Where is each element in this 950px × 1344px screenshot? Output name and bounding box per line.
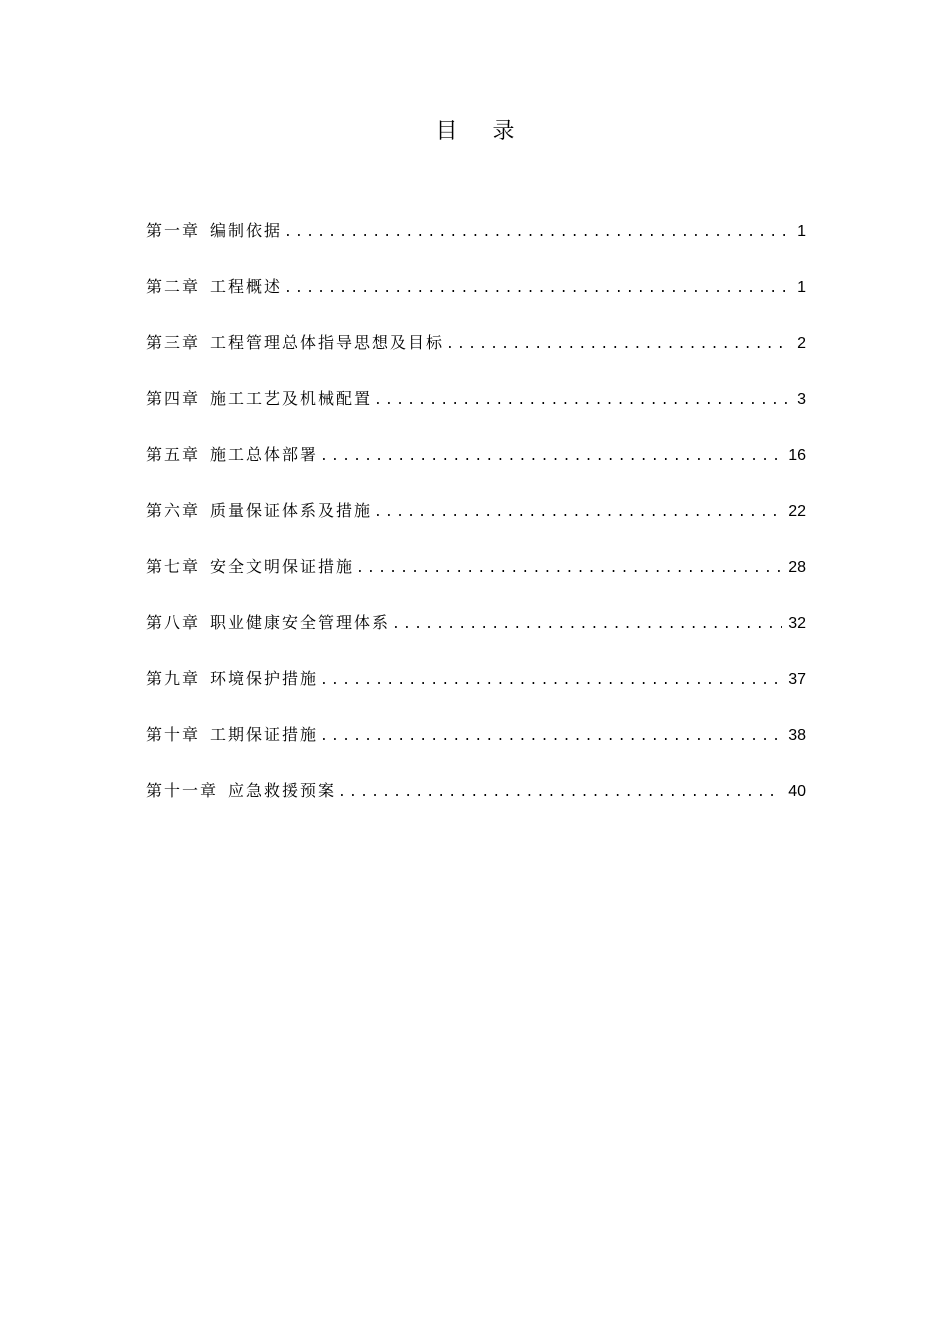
toc-leader-dots bbox=[392, 597, 782, 653]
toc-entry[interactable] bbox=[146, 707, 806, 763]
toc-chapter-number: 第十章 bbox=[146, 725, 201, 744]
toc-chapter-number: 第九章 bbox=[146, 669, 201, 688]
toc-chapter-number: 第十一章 bbox=[146, 781, 219, 800]
toc-chapter-title: 施工工艺及机械配置 bbox=[210, 389, 373, 408]
toc-leader-dots bbox=[320, 709, 782, 765]
toc-page-number: 38 bbox=[788, 727, 806, 744]
toc-chapter-number: 第二章 bbox=[146, 277, 201, 296]
toc-leader-dots bbox=[338, 765, 782, 821]
toc-page-number: 40 bbox=[788, 783, 806, 800]
toc-leader-dots bbox=[284, 205, 791, 261]
toc-entry[interactable] bbox=[146, 651, 806, 707]
toc-entry[interactable] bbox=[146, 483, 806, 539]
toc-leader-dots bbox=[320, 429, 782, 485]
toc-chapter-title: 施工总体部署 bbox=[210, 445, 319, 464]
toc-page-number: 1 bbox=[797, 223, 806, 240]
toc-entry[interactable] bbox=[146, 539, 806, 595]
toc-leader-dots bbox=[284, 261, 791, 317]
toc-entry[interactable] bbox=[146, 259, 806, 315]
toc-chapter-title: 安全文明保证措施 bbox=[210, 557, 355, 576]
toc-page-number: 32 bbox=[788, 615, 806, 632]
toc-leader-dots bbox=[446, 317, 791, 373]
toc-page-number: 2 bbox=[797, 335, 806, 352]
toc-leader-dots bbox=[374, 485, 782, 541]
toc-chapter-title: 应急救援预案 bbox=[228, 781, 337, 800]
toc-chapter-title: 职业健康安全管理体系 bbox=[210, 613, 391, 632]
toc-page-number: 16 bbox=[788, 447, 806, 464]
toc-entry[interactable] bbox=[146, 763, 806, 819]
toc-chapter-title: 工程管理总体指导思想及目标 bbox=[210, 333, 445, 352]
toc-leader-dots bbox=[374, 373, 791, 429]
toc-page-number: 1 bbox=[797, 279, 806, 296]
toc-leader-dots bbox=[356, 541, 782, 597]
toc-chapter-number: 第七章 bbox=[146, 557, 201, 576]
toc-entry[interactable] bbox=[146, 315, 806, 371]
toc-chapter-number: 第八章 bbox=[146, 613, 201, 632]
toc-entry[interactable] bbox=[146, 371, 806, 427]
toc-entry[interactable] bbox=[146, 203, 806, 259]
toc-list bbox=[146, 203, 806, 819]
toc-chapter-number: 第六章 bbox=[146, 501, 201, 520]
toc-page-number: 37 bbox=[788, 671, 806, 688]
toc-chapter-number: 第四章 bbox=[146, 389, 201, 408]
toc-chapter-number: 第三章 bbox=[146, 333, 201, 352]
toc-page-number: 3 bbox=[797, 391, 806, 408]
toc-page-number: 22 bbox=[788, 503, 806, 520]
toc-title: 目 录 bbox=[435, 119, 529, 144]
toc-entry[interactable] bbox=[146, 427, 806, 483]
toc-chapter-title: 编制依据 bbox=[210, 221, 283, 240]
toc-chapter-title: 工程概述 bbox=[210, 277, 283, 296]
toc-entry[interactable] bbox=[146, 595, 806, 651]
toc-page-number: 28 bbox=[788, 559, 806, 576]
toc-chapter-title: 环境保护措施 bbox=[210, 669, 319, 688]
toc-chapter-title: 质量保证体系及措施 bbox=[210, 501, 373, 520]
toc-chapter-number: 第五章 bbox=[146, 445, 201, 464]
toc-chapter-number: 第一章 bbox=[146, 221, 201, 240]
toc-chapter-title: 工期保证措施 bbox=[210, 725, 319, 744]
toc-leader-dots bbox=[320, 653, 782, 709]
